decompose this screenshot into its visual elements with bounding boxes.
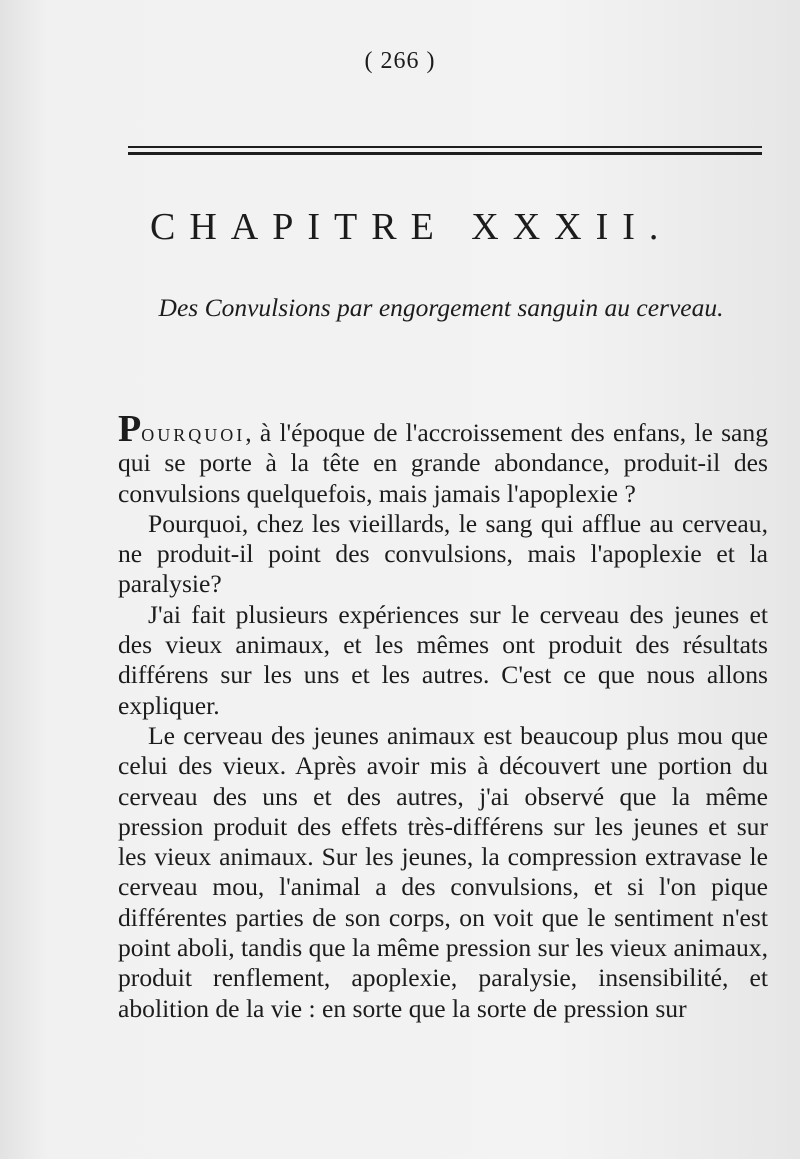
paragraph-4: Le cerveau des jeunes animaux est beaucoup plus mou que celui des vieux. Après avoir mis à découvert une portion du cerveau des uns et des autres, j'ai observé que la même pression produit des effets très-différens sur les jeunes et sur les vieux animaux. Sur les jeunes, la compression extravase le cerveau mou, l'animal a des convulsions, et si l'on pique différentes parties de son corps, on voit que le sentiment n'est point aboli, tandis que la même pression sur les vieux animaux, produit renflement, apoplexie, paralysie, insensibilité, et abolition de la vie : en sorte que la sorte de pression sur [118, 720, 768, 1023]
chapter-subtitle: Des Convulsions par engorgement sanguin au cerveau. [158, 293, 724, 322]
header-rule-thin [128, 146, 762, 148]
body-text [118, 410, 768, 1024]
paragraph-1 [118, 410, 768, 509]
page-number: ( 266 ) [364, 48, 436, 74]
drop-initial: P [118, 408, 142, 450]
paragraph-1-text: , à l'époque de l'accroissement des enfans, le sang qui se porte à la tête en grande abondance, produit-il des convulsions quelquefois, mais jamais l'apoplexie ? [118, 418, 768, 508]
paragraph-2: Pourquoi, chez les vieillards, le sang qui afflue au cerveau, ne produit-il point des convulsions, mais l'apoplexie et la paralysie? [118, 508, 768, 599]
paragraph-3: J'ai fait plusieurs expériences sur le cerveau des jeunes et des vieux animaux, et les mêmes ont produit des résultats différens sur les uns et les autres. C'est ce que nous allons expliquer. [118, 599, 768, 720]
header-rule-thick [128, 152, 762, 155]
chapter-title: CHAPITRE XXXII. [150, 206, 673, 248]
opening-word: ourquoi [141, 418, 246, 447]
